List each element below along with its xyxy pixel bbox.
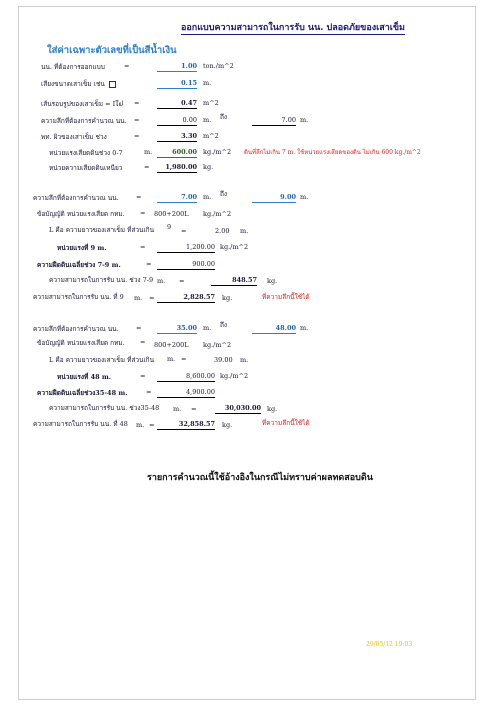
s1-stress-unit: kg./m^2 — [220, 243, 249, 251]
s1-length-from: 9 — [167, 223, 172, 231]
s2-depth-to-unit: m. — [300, 324, 309, 332]
soil-total-unit: kg. — [203, 163, 214, 171]
s1-length-label: L คือ ความยาวของเสาเข็ม ที่ส่วนเกิน — [49, 226, 155, 234]
input-instruction: ใส่ค่าเฉพาะตัวเลขที่เป็นสีน้ำเงิน — [47, 45, 177, 56]
soil-total-label: หน่วยความเสียดดินเหนียว — [49, 164, 123, 172]
perimeter-value: 0.47 — [157, 99, 197, 109]
s2-capacity-unit1: m. — [173, 405, 182, 413]
s2-friction-label: ความฝืดดินเฉลี่ยช่วง35-48 m. — [37, 389, 128, 397]
s2-stress-value: 8,600.00 — [157, 372, 215, 382]
area-unit: m^2 — [203, 132, 219, 140]
document-title: ออกแบบความสามารถในการรับ นน. ปลอดภัยของเสาเข็ม — [181, 20, 405, 35]
s1-friction-label: ความฝืดดินเฉลี่ยช่วง 7-9 m. — [37, 261, 121, 269]
s1-stress-value: 1,200.00 — [157, 243, 215, 253]
print-timestamp: 29/05/12 19:03 — [366, 641, 413, 648]
depth-eq: = — [134, 116, 140, 124]
s2-stress-unit: kg./m^2 — [220, 372, 249, 380]
checkbox-icon[interactable] — [109, 81, 116, 88]
s1-capacity-label: ความสามารถในการรับ นน. ช่วง 7-9 — [49, 276, 154, 284]
s1-total-eq: = — [149, 294, 155, 302]
s2-total-label: ความสามารถในการรับ นน. ที่ 48 — [33, 420, 128, 428]
s2-depth-to-input[interactable]: 48.00 — [252, 324, 296, 334]
s2-depth-from-unit: m. — [203, 324, 212, 332]
s2-depth-label: ความลึกที่ต้องการคำนวณ นน. — [33, 325, 119, 333]
load-input[interactable]: 1.00 — [157, 62, 197, 72]
depth-from-unit: m. — [203, 116, 212, 124]
s2-capacity-eq: = — [191, 405, 197, 413]
s1-length-value: 2.00 — [215, 227, 230, 235]
soil-friction-label: หน่วยแรงเสียดดินช่วง 0-7 — [49, 149, 123, 157]
s1-formula-eq: = — [140, 209, 146, 217]
area-eq: = — [134, 132, 140, 140]
depth-from-value: 0.00 — [157, 116, 197, 126]
s1-depth-to-input[interactable]: 9.00 — [252, 193, 296, 203]
s1-capacity-value: 848.57 — [211, 276, 257, 286]
s2-total-note: ที่ความลึกนี้ใช้ได้ — [262, 419, 310, 427]
document-page — [18, 6, 476, 700]
perimeter-eq: = — [134, 99, 140, 107]
s2-total-unit2: kg. — [222, 421, 233, 429]
s1-total-unit1: m. — [134, 294, 143, 302]
s2-depth-to-label: ถึง — [220, 321, 228, 329]
pile-size-label: เสียงขนาดเสาเข็ม เช่น — [41, 79, 116, 89]
s1-depth-to-unit: m. — [300, 193, 309, 201]
soil-friction-note: ดินที่ลึกไม่เกิน 7 m. ใช้หน่วยแรงเสียดของดิน ไม่เกิน 600 kg./m^2 — [244, 149, 421, 156]
pile-size-unit: m. — [203, 79, 212, 87]
depth-to-unit: m. — [300, 116, 309, 124]
depth-to-value: 7.00 — [252, 116, 296, 126]
s1-depth-from-input[interactable]: 7.00 — [157, 193, 197, 203]
s1-capacity-unit1: m. — [157, 277, 166, 285]
soil-friction-value: 600.00 — [157, 148, 197, 158]
s2-stress-eq: = — [140, 372, 146, 380]
depth-label: ความลึกที่ต้องการคำนวณ นน. — [41, 117, 127, 125]
s2-capacity-value: 30,030.00 — [215, 404, 261, 414]
s2-depth-eq: = — [136, 324, 142, 332]
s2-capacity-label: ความสามารถในการรับ นน. ช่วง35-48 — [49, 404, 160, 412]
s1-capacity-eq: = — [179, 277, 185, 285]
s1-length-eq: = — [181, 227, 187, 235]
s1-capacity-unit2: kg. — [267, 277, 278, 285]
s1-stress-eq: = — [140, 243, 146, 251]
s2-formula-eq: = — [140, 338, 146, 346]
s2-formula-unit: kg./m^2 — [203, 341, 232, 349]
s2-capacity-unit2: kg. — [267, 405, 278, 413]
s2-length-value: 39.00 — [214, 356, 233, 364]
load-eq: = — [124, 62, 130, 70]
perimeter-label: เส้นรอบรูปของเสาเข็ม = Iໃຢ — [41, 100, 124, 108]
s1-total-label: ความสามารถในการรับ นน. ที่ 9 — [33, 293, 124, 301]
s1-depth-label: ความลึกที่ต้องการคำนวณ นน. — [33, 194, 119, 202]
s1-total-unit2: kg. — [222, 294, 233, 302]
s1-formula-label: ข้อบัญญัติ หน่วยแรงเสียด กทม. — [37, 210, 125, 218]
s2-length-from: m. — [167, 355, 176, 363]
s2-total-eq: = — [149, 421, 155, 429]
area-label: พท. ผิวของเสาเข็ม ช่วง — [41, 133, 107, 141]
soil-friction-unit1: m. — [144, 148, 153, 156]
s1-total-note: ที่ความลึกนี้ใช้ได้ — [262, 293, 310, 301]
load-label: นน. ที่ต้องการออกแบบ — [41, 63, 105, 71]
area-value: 3.30 — [157, 132, 197, 142]
s1-length-unit: m. — [240, 227, 249, 235]
s1-depth-to-label: ถึง — [220, 190, 228, 198]
s2-length-label: L คือ ความยาวของเสาเข็ม ที่ส่วนเกิน — [49, 356, 155, 364]
s1-formula-unit: kg./m^2 — [203, 210, 232, 218]
s2-depth-from-input[interactable]: 35.00 — [157, 324, 197, 334]
soil-total-eq: = — [144, 163, 150, 171]
s1-formula-value: 800+200L — [154, 210, 189, 218]
s2-total-value: 32,858.57 — [157, 420, 215, 430]
depth-to-label: ถึง — [220, 113, 228, 121]
s1-stress-label: หน่วยแรงที่ 9 m. — [57, 244, 107, 252]
s2-formula-label: ข้อบัญญัติ หน่วยแรงเสียด กทม. — [37, 339, 125, 347]
s2-total-unit1: m. — [136, 421, 145, 429]
soil-friction-unit2: kg./m^2 — [203, 148, 232, 156]
s1-friction-eq: = — [146, 260, 152, 268]
s2-length-eq: = — [181, 355, 187, 363]
s1-depth-eq: = — [136, 193, 142, 201]
perimeter-unit: m^2 — [203, 99, 219, 107]
s1-friction-value: 900.00 — [157, 260, 215, 270]
conclusion-note: รายการคำนวณนี้ใช้อ้างอิงในกรณีไม่ทราบค่าผลทดสอบดิน — [147, 473, 373, 483]
s1-depth-from-unit: m. — [203, 193, 212, 201]
s2-friction-value: 4,900.00 — [157, 388, 215, 398]
load-unit: ton./m^2 — [203, 62, 234, 70]
s2-friction-eq: = — [146, 388, 152, 396]
s2-formula-value: 800+200L — [154, 341, 189, 349]
s1-total-value: 2,828.57 — [157, 293, 215, 303]
soil-total-value: 1,980.00 — [157, 163, 197, 173]
s2-length-unit: m. — [240, 356, 249, 364]
s2-stress-label: หน่วยแรงที่ 48 m. — [57, 373, 112, 381]
pile-size-input[interactable]: 0.15 — [157, 79, 197, 89]
